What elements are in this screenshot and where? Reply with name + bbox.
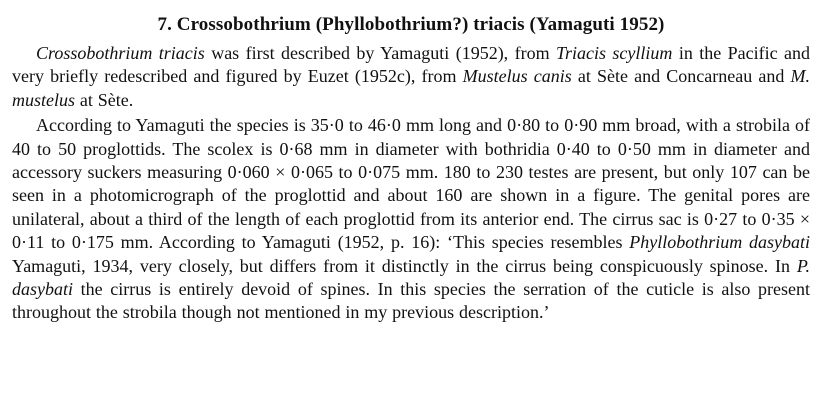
- text-run: at Sète.: [75, 89, 134, 110]
- text-run: the cirrus is entirely devoid of spines. In this species the serration of the cuticle is also present throughout the strobila though not mentioned in my previous description.’: [12, 279, 810, 323]
- page: [12, 12, 810, 325]
- heading-author: (Yamaguti 1952): [529, 14, 665, 35]
- heading-subgenus: (Phyllobothrium?): [315, 14, 469, 35]
- text-run: Yamaguti, 1934, very closely, but differs from it distinctly in the cirrus being conspicuously spinose. In: [12, 255, 797, 276]
- heading-genus: Crossobothrium: [176, 14, 311, 35]
- taxon-name: M. mustelus: [12, 66, 810, 110]
- taxon-name: Phyllobothrium dasybati: [629, 232, 811, 253]
- text-run: was first described by Yamaguti (1952), from: [204, 43, 556, 63]
- text-run: According to Yamaguti the species is 35·0 to 46·0 mm long and 0·80 to 0·90 mm broad, with a strobila of 40 to 50 proglottids. The scolex is 0·68 mm in diameter with bothridia 0·40 to 0·50 mm in diameter and accessory suckers measuring 0·060 × 0·065 to 0·075 mm. 180 to 230 testes are present, but only 107 can be seen in a photomicrograph of the proglottid and about 160 are shown in a figure. The genital pores are unilateral, about a third of the length of each proglottid from its anterior end. The cirrus sac is 0·27 to 0·35 × 0·11 to 0·175 mm. According to Yamaguti (1952, p. 16): ‘This species resembles: [12, 115, 810, 253]
- heading-species: triacis: [473, 14, 525, 35]
- text-run: at Sète and Concarneau and: [571, 66, 791, 87]
- taxon-name: Mustelus canis: [462, 66, 572, 87]
- taxon-name: Triacis scyllium: [556, 43, 673, 63]
- paragraph-1: [12, 42, 810, 112]
- taxon-name: P. dasybati: [12, 255, 810, 300]
- section-number: 7.: [157, 14, 172, 35]
- paragraph-2: [12, 114, 810, 325]
- text-run: in the Pacific and very briefly redescribed and figured by Euzet (1952c), from: [12, 43, 811, 87]
- section-heading: [12, 12, 810, 38]
- taxon-name: Crossobothrium triacis: [36, 43, 205, 63]
